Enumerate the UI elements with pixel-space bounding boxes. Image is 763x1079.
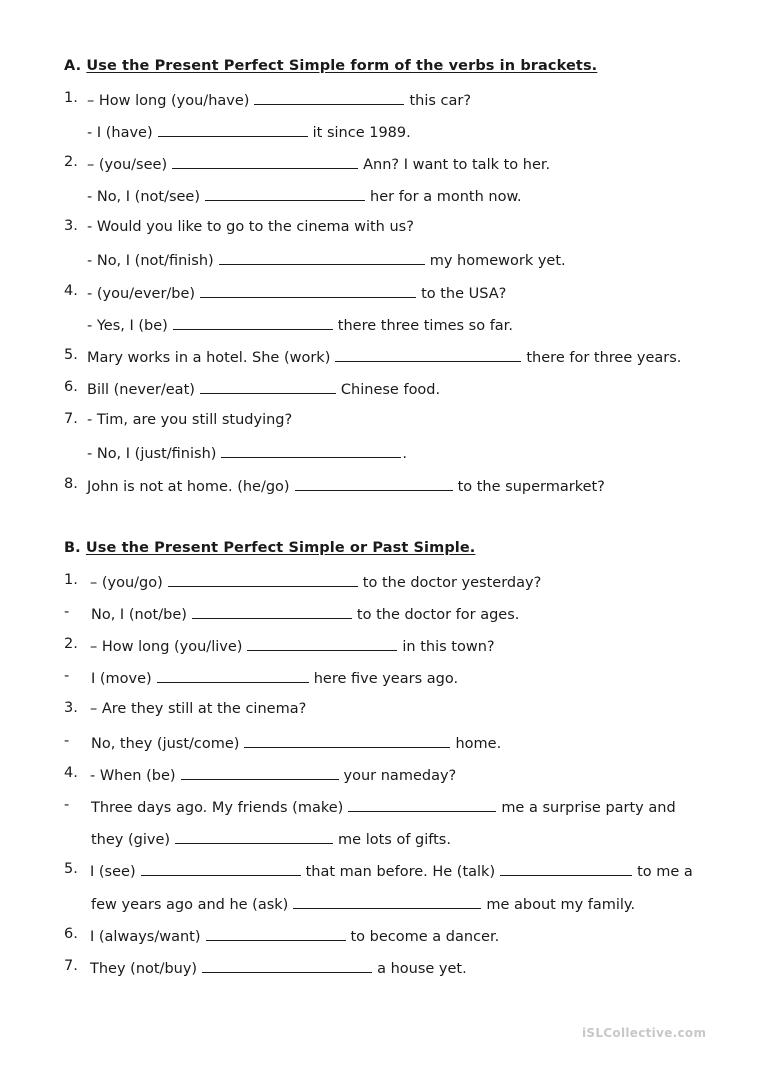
watermark-logo: iSLCollective.com: [582, 1026, 707, 1040]
line-text: her for a month now.: [370, 189, 522, 205]
line-text: - Tim, are you still studying?: [87, 412, 293, 428]
line-text: John is not at home. (he/go): [87, 479, 290, 495]
item-number: 5.: [64, 861, 78, 877]
section-b-heading: [64, 540, 475, 556]
line-text: there three times so far.: [337, 318, 513, 334]
line-text: to me a: [637, 864, 693, 880]
exercise-line: [91, 829, 451, 849]
line-text: my homework yet.: [429, 253, 566, 269]
line-text: Chinese food.: [340, 382, 441, 398]
line-text: to the doctor yesterday?: [362, 575, 542, 591]
line-text: me a surprise party and: [501, 800, 676, 816]
answer-blank[interactable]: [219, 250, 425, 265]
exercise-line: [90, 958, 467, 978]
exercise-line: [87, 186, 522, 206]
line-text: - No, I (just/finish): [87, 446, 217, 462]
line-text: – (you/go): [90, 575, 163, 591]
answer-blank[interactable]: [181, 765, 339, 780]
line-text: to become a dancer.: [350, 929, 500, 945]
answer-blank[interactable]: [247, 636, 397, 651]
line-text: few years ago and he (ask): [91, 897, 289, 913]
item-number: 2.: [64, 154, 78, 170]
item-number: 3.: [64, 700, 78, 716]
line-text: it since 1989.: [312, 125, 411, 141]
line-text: to the USA?: [421, 286, 507, 302]
answer-blank[interactable]: [200, 379, 336, 394]
exercise-line: [91, 668, 458, 688]
answer-blank[interactable]: [254, 90, 404, 105]
answer-blank[interactable]: [293, 894, 481, 909]
answer-blank[interactable]: [205, 186, 365, 201]
line-text: - I (have): [87, 125, 153, 141]
line-text: that man before. He (talk): [305, 864, 496, 880]
line-text: No, I (not/be): [91, 607, 187, 623]
line-text: - When (be): [90, 768, 176, 784]
exercise-line: [91, 894, 635, 914]
answer-blank[interactable]: [335, 347, 521, 362]
exercise-line: [90, 926, 499, 946]
exercise-line: [87, 154, 550, 174]
line-text: - Yes, I (be): [87, 318, 168, 334]
exercise-line: [87, 476, 605, 496]
exercise-line: [87, 443, 407, 463]
exercise-line: [87, 250, 566, 270]
line-text: - Would you like to go to the cinema with us?: [87, 219, 414, 235]
line-text: No, they (just/come): [91, 736, 240, 752]
answer-blank[interactable]: [500, 861, 632, 876]
section-a-title: Use the Present Perfect Simple form of the verbs in brackets.: [86, 58, 598, 74]
line-text: they (give): [91, 832, 171, 848]
item-number: 2.: [64, 636, 78, 652]
item-number: 1.: [64, 572, 78, 588]
item-number: 7.: [64, 958, 78, 974]
answer-blank[interactable]: [206, 926, 346, 941]
exercise-line: [87, 218, 414, 236]
line-text: there for three years.: [526, 350, 682, 366]
exercise-line: [91, 797, 676, 817]
answer-blank[interactable]: [202, 958, 372, 973]
line-text: in this town?: [402, 639, 495, 655]
item-number: 3.: [64, 218, 78, 234]
line-text: – Are they still at the cinema?: [90, 701, 307, 717]
line-text: to the doctor for ages.: [356, 607, 520, 623]
exercise-line: [90, 700, 306, 718]
line-text: - No, I (not/finish): [87, 253, 214, 269]
line-text: your nameday?: [343, 768, 457, 784]
item-number: 8.: [64, 476, 78, 492]
item-number: 4.: [64, 283, 78, 299]
section-b-title: Use the Present Perfect Simple or Past Simple.: [85, 540, 476, 556]
line-text: I (move): [91, 671, 152, 687]
answer-blank[interactable]: [348, 797, 496, 812]
answer-blank[interactable]: [192, 604, 352, 619]
line-text: Mary works in a hotel. She (work): [87, 350, 331, 366]
line-text: I (always/want): [90, 929, 201, 945]
line-text: Ann? I want to talk to her.: [363, 157, 551, 173]
exercise-line: [90, 765, 456, 785]
answer-blank[interactable]: [168, 572, 358, 587]
line-text: They (not/buy): [90, 961, 198, 977]
section-a-heading: [64, 58, 597, 74]
exercise-line: [90, 636, 495, 656]
line-text: - No, I (not/see): [87, 189, 201, 205]
line-text: – (you/see): [87, 157, 168, 173]
answer-blank[interactable]: [200, 283, 416, 298]
dash-marker: -: [64, 733, 70, 749]
line-text: Bill (never/eat): [87, 382, 195, 398]
exercise-line: [87, 347, 681, 367]
exercise-line: [91, 604, 519, 624]
item-number: 6.: [64, 926, 78, 942]
line-text: this car?: [409, 93, 472, 109]
answer-blank[interactable]: [141, 861, 301, 876]
section-b-letter: B.: [64, 540, 81, 556]
line-text: home.: [455, 736, 502, 752]
line-text: me about my family.: [486, 897, 636, 913]
item-number: 5.: [64, 347, 78, 363]
exercise-line: [87, 122, 411, 142]
answer-blank[interactable]: [221, 443, 401, 458]
exercise-line: [90, 861, 693, 881]
answer-blank[interactable]: [173, 315, 333, 330]
exercise-line: [87, 379, 440, 399]
section-a-letter: A.: [64, 58, 82, 74]
dash-marker: -: [64, 668, 70, 684]
answer-blank[interactable]: [295, 476, 453, 491]
line-text: to the supermarket?: [457, 479, 605, 495]
answer-blank[interactable]: [157, 668, 309, 683]
answer-blank[interactable]: [172, 154, 358, 169]
line-text: - (you/ever/be): [87, 286, 196, 302]
dash-marker: -: [64, 604, 70, 620]
item-number: 4.: [64, 765, 78, 781]
exercise-line: [87, 90, 471, 110]
line-text: – How long (you/have): [87, 93, 250, 109]
exercise-line: [87, 411, 292, 429]
item-number: 6.: [64, 379, 78, 395]
answer-blank[interactable]: [175, 829, 333, 844]
exercise-line: [90, 572, 541, 592]
line-text: .: [402, 446, 408, 462]
line-text: – How long (you/live): [90, 639, 243, 655]
answer-blank[interactable]: [158, 122, 308, 137]
line-text: me lots of gifts.: [338, 832, 451, 848]
exercise-line: [87, 315, 513, 335]
exercise-line: [91, 733, 501, 753]
item-number: 7.: [64, 411, 78, 427]
line-text: I (see): [90, 864, 136, 880]
answer-blank[interactable]: [244, 733, 450, 748]
exercise-line: [87, 283, 506, 303]
item-number: 1.: [64, 90, 78, 106]
line-text: Three days ago. My friends (make): [91, 800, 344, 816]
dash-marker: -: [64, 797, 70, 813]
line-text: a house yet.: [377, 961, 467, 977]
line-text: here five years ago.: [313, 671, 459, 687]
